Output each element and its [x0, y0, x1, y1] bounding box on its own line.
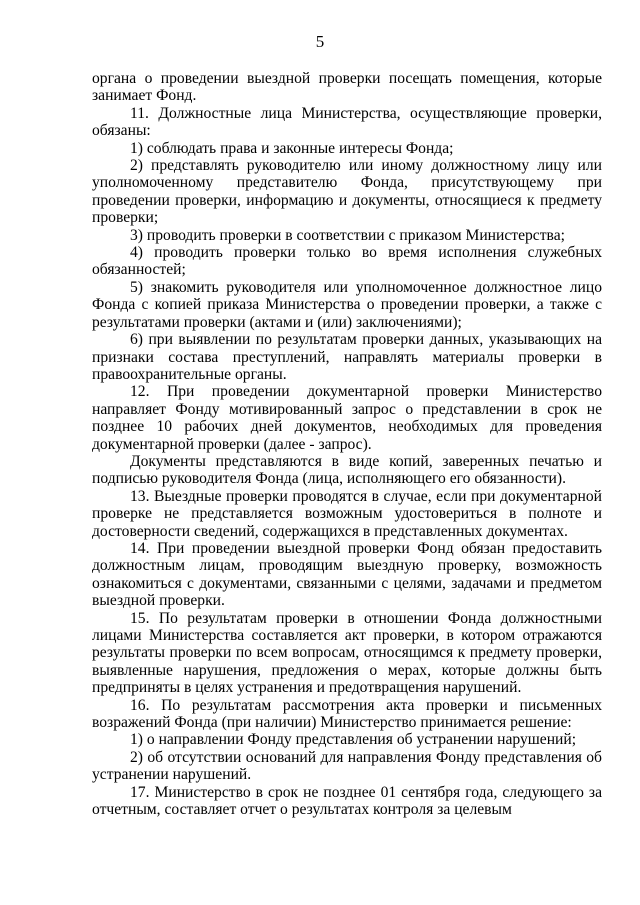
paragraph-clause-14: 14. При проведении выездной проверки Фонд обязан предоставить должностным лицам, проводящим выездную проверку, возможность ознакомиться с документами, связанными с целями, задачами и предметом выездной проверки. — [92, 539, 602, 610]
paragraph-clause-16: 16. По результатам рассмотрения акта проверки и письменных возражений Фонда (при наличии) Министерство принимается решение: — [92, 696, 602, 732]
paragraph-decision-2: 2) об отсутствии оснований для направления Фонду представления об устранении нарушений. — [92, 748, 602, 784]
paragraph-clause-13: 13. Выездные проверки проводятся в случае, если при документарной проверке не представляется возможным удостовериться в полноте и достоверности сведений, содержащихся в представленных документах. — [92, 487, 602, 540]
page-number: 5 — [315, 32, 325, 51]
paragraph-item-5: 5) знакомить руководителя или уполномоченное должностное лицо Фонда с копией приказа Министерства о проведении проверки, а также с результатами проверки (актами и (или) заключениями); — [92, 278, 602, 331]
paragraph-decision-1: 1) о направлении Фонду представления об устранении нарушений; — [130, 731, 577, 749]
paragraph-clause-11: 11. Должностные лица Министерства, осуществляющие проверки, обязаны: — [92, 104, 602, 140]
paragraph-clause-17: 17. Министерство в срок не позднее 01 сентября года, следующего за отчетным, составляет отчет о результатах контроля за целевым — [92, 783, 602, 819]
paragraph-item-4: 4) проводить проверки только во время исполнения служебных обязанностей; — [92, 244, 602, 279]
paragraph-item-2: 2) представлять руководителю или иному должностному лицу или уполномоченному представителю Фонда, присутствующему при проведении проверки, информацию и документы, относящиеся к предмету проверки; — [92, 157, 602, 227]
paragraph-clause-15: 15. По результатам проверки в отношении Фонда должностными лицами Министерства составляется акт проверки, в котором отражаются результаты проверки по всем вопросам, относящимся к предмету проверки, выявленные нарушения, предложения о мерах, которые должны быть предприняты в целях устранения и предотвращения нарушений. — [92, 609, 602, 697]
paragraph-item-1: 1) соблюдать права и законные интересы Фонда; — [130, 139, 454, 157]
paragraph-documents: Документы представляются в виде копий, заверенных печатью и подписью руководителя Фонда (лица, исполняющего его обязанности). — [92, 452, 602, 488]
paragraph-clause-12: 12. При проведении документарной проверки Министерство направляет Фонду мотивированный запрос о представлении в срок не позднее 10 рабочих дней документов, необходимых для проведения документарной проверки (далее - запрос). — [92, 383, 602, 453]
paragraph-item-3: 3) проводить проверки в соответствии с приказом Министерства; — [130, 226, 565, 244]
paragraph-continuation: органа о проведении выездной проверки посещать помещения, которые занимает Фонд. — [92, 70, 602, 105]
paragraph-item-6: 6) при выявлении по результатам проверки данных, указывающих на признаки состава преступлений, направлять материалы проверки в правоохранительные органы. — [92, 331, 602, 383]
document-body — [92, 70, 602, 818]
